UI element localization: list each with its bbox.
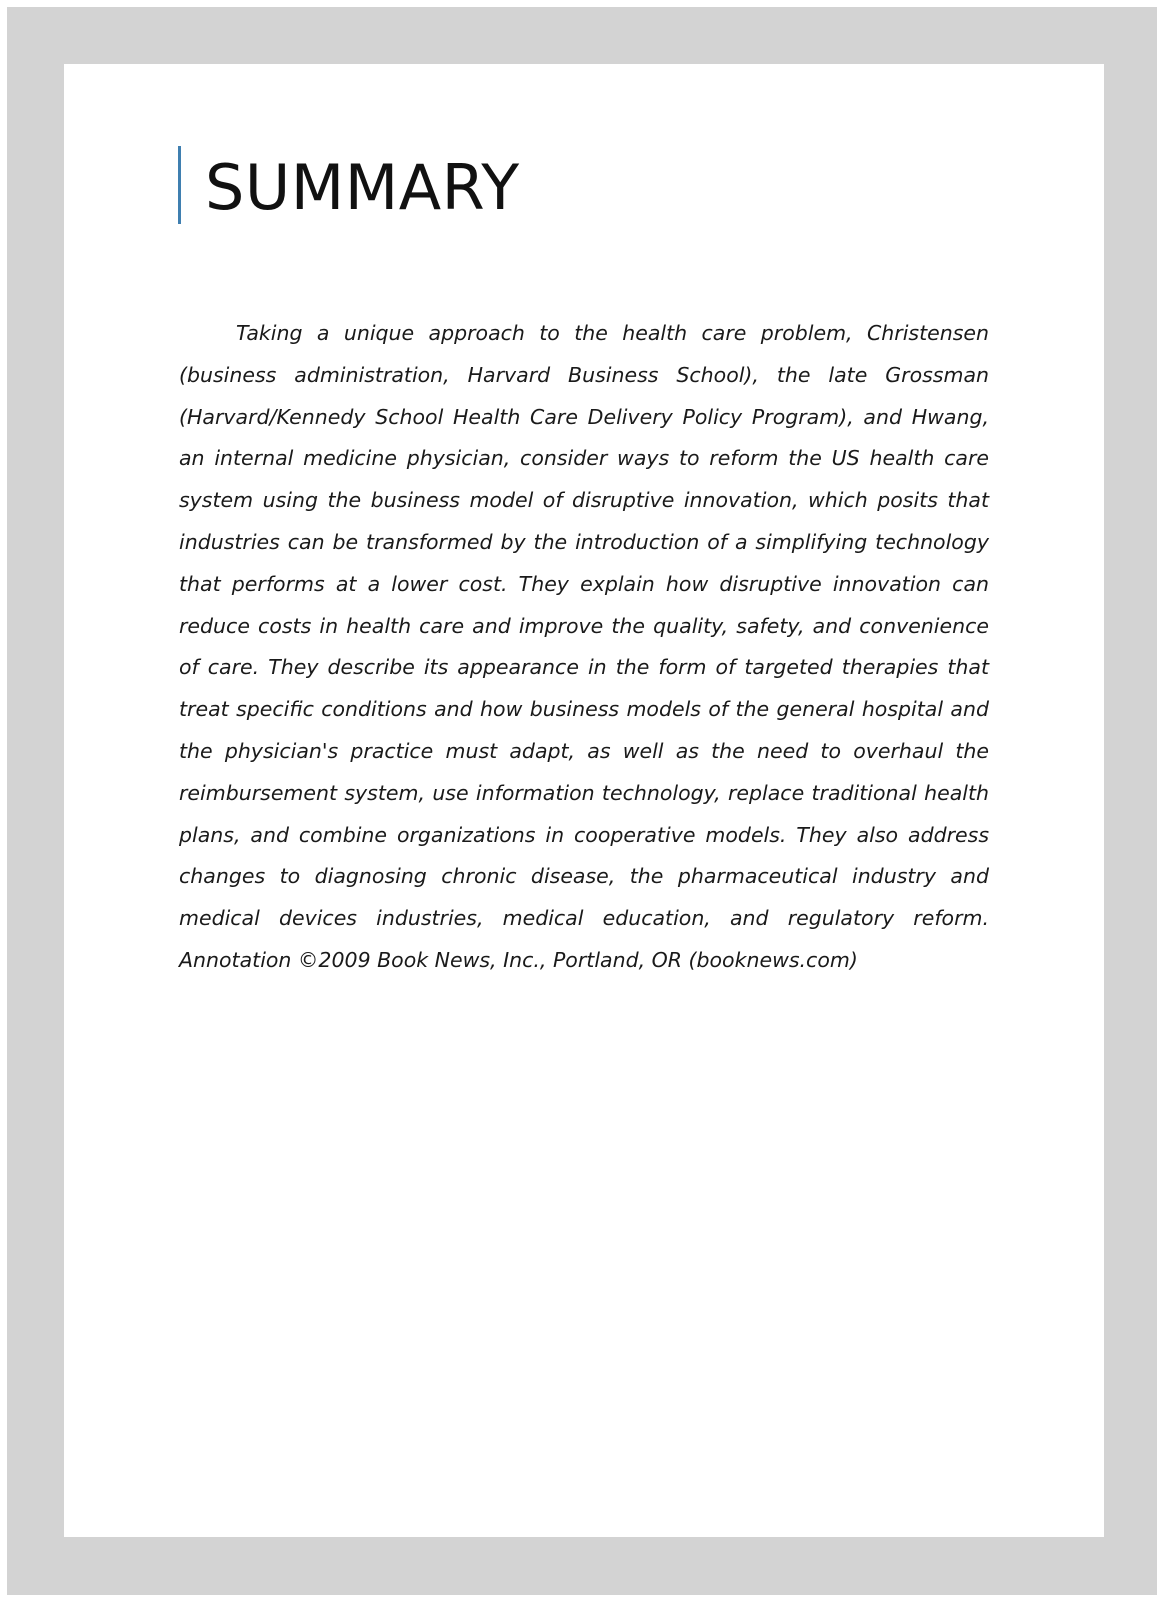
title-accent-bar <box>178 146 181 224</box>
summary-paragraph: Taking a unique approach to the health care problem, Christensen (business administration, Harvard Business School), the late Grossman (Harvard/Kennedy School Health Care Delivery Policy Program), and Hwang, an internal medicine physician, consider ways to reform the US health care system using the business model of disruptive innovation, which posits that industries can be transformed by the introduction of a simplifying technology that performs at a lower cost. They explain how disruptive innovation can reduce costs in health care and improve the quality, safety, and convenience of care. They describe its appearance in the form of targeted therapies that treat specific conditions and how business models of the general hospital and the physician's practice must adapt, as well as the need to overhaul the reimbursement system, use information technology, replace traditional health plans, and combine organizations in cooperative models. They also address changes to diagnosing chronic disease, the pharmaceutical industry and medical devices industries, medical education, and regulatory reform. Annotation ©2009 Book News, Inc., Portland, OR (booknews.com) <box>179 321 989 972</box>
page-title: SUMMARY <box>205 151 520 224</box>
